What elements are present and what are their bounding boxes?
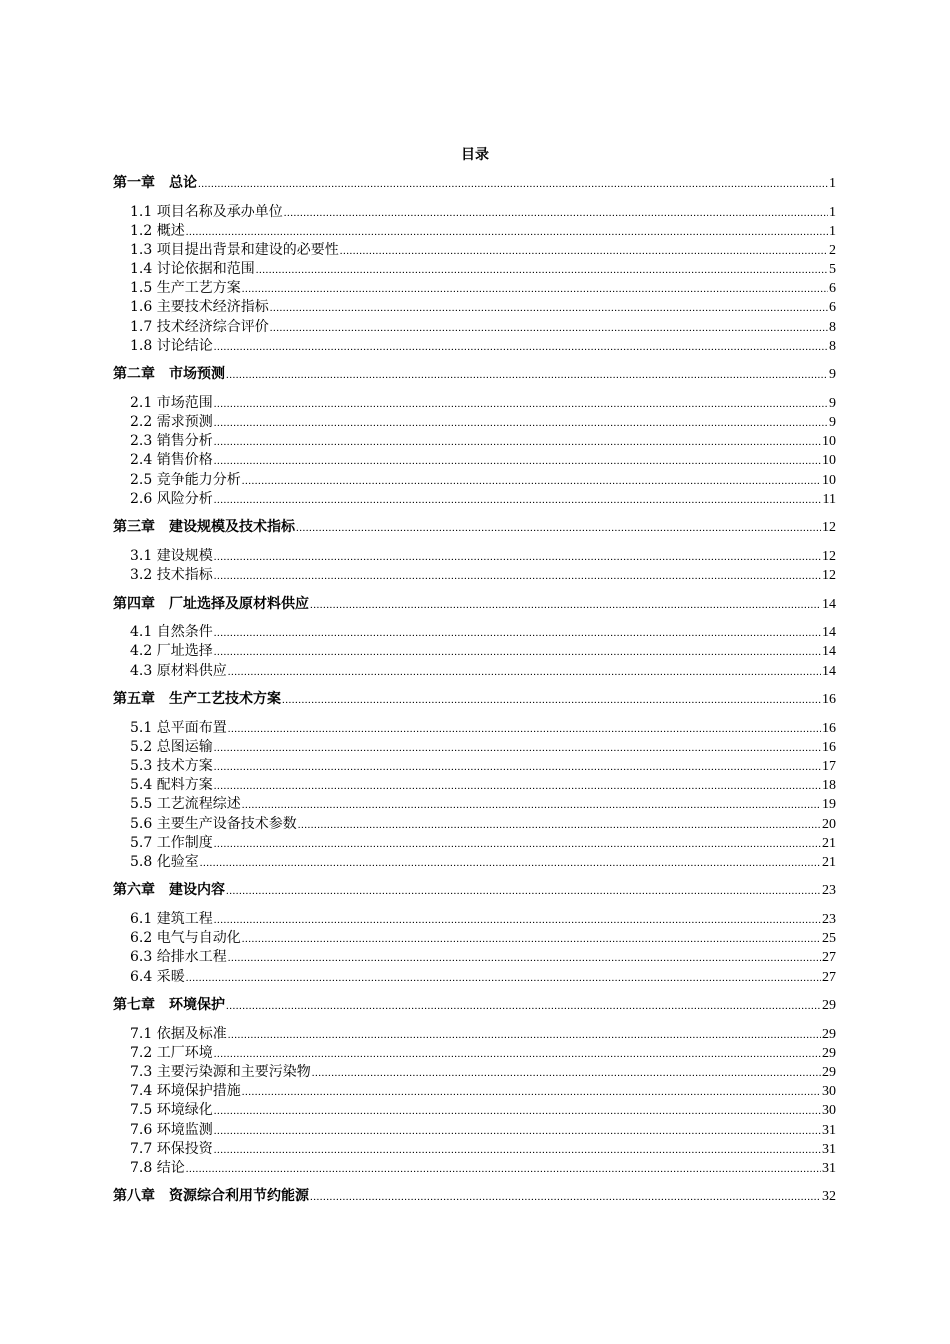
toc-page-number: 29 [822, 1046, 836, 1061]
dot-leader [296, 519, 821, 538]
toc-entry-number: 1.2 [130, 223, 153, 239]
toc-entry-text: 建设规模及技术指标 [169, 519, 295, 535]
toc-entry-text: 需求预测 [156, 414, 213, 430]
toc-page-number: 6 [829, 300, 836, 315]
toc-page-number: 9 [829, 415, 836, 430]
toc-page-number: 14 [822, 625, 836, 640]
toc-entry-title [113, 881, 225, 900]
toc-entry-text: 销售分析 [156, 433, 213, 449]
dot-leader [298, 816, 821, 835]
toc-entry-title [130, 815, 297, 834]
dot-leader [228, 949, 821, 968]
toc-entry-title [130, 853, 199, 872]
dot-leader [186, 969, 821, 988]
dot-leader [214, 548, 821, 567]
toc-entry-number: 7.1 [130, 1026, 153, 1042]
toc-entry-title [113, 174, 197, 193]
toc-entry-number: 7.4 [130, 1083, 153, 1099]
dot-leader [214, 338, 828, 357]
toc-section-entry[interactable] [130, 490, 836, 509]
toc-entry-title [130, 279, 241, 298]
toc-entry-title [130, 1082, 241, 1101]
toc-entry-number: 3.2 [130, 567, 153, 583]
toc-entry-title [130, 490, 213, 509]
toc-entry-title [130, 1063, 311, 1082]
toc-entry-title [130, 432, 213, 451]
toc-entry-number: 第四章 [113, 596, 155, 612]
dot-leader [228, 720, 821, 739]
toc-entry-number: 6.3 [130, 949, 153, 965]
toc-chapter-entry[interactable] [113, 174, 836, 193]
toc-entry-title [130, 1140, 213, 1159]
toc-entry-text: 自然条件 [156, 624, 213, 640]
toc-section-entry[interactable] [130, 337, 836, 356]
toc-entry-text: 总图运输 [156, 739, 213, 755]
toc-page-number: 23 [822, 912, 836, 927]
dot-leader [214, 739, 821, 758]
dot-leader [214, 624, 821, 643]
toc-entry-text: 项目名称及承办单位 [156, 204, 283, 220]
toc-page-number: 30 [822, 1103, 836, 1118]
dot-leader [214, 1045, 821, 1064]
toc-page-number: 29 [822, 998, 836, 1013]
dot-leader [214, 452, 821, 471]
toc-page-number: 5 [829, 262, 836, 277]
toc-chapter-entry[interactable] [113, 365, 836, 384]
toc-entry-number: 2.4 [130, 452, 153, 468]
toc-page-number: 30 [822, 1084, 836, 1099]
toc-entry-text: 生产工艺技术方案 [169, 691, 281, 707]
toc-section-entry[interactable] [130, 757, 836, 776]
toc-entry-text: 结论 [156, 1160, 185, 1176]
toc-section-entry[interactable] [130, 948, 836, 967]
toc-entry-text: 讨论依据和范围 [156, 261, 255, 277]
toc-entry-title [130, 795, 241, 814]
dot-leader [186, 1160, 821, 1179]
toc-entry-title [130, 547, 213, 566]
toc-section-entry[interactable] [130, 566, 836, 585]
dot-leader [214, 395, 828, 414]
toc-entry-text: 主要技术经济指标 [156, 299, 269, 315]
toc-section-entry[interactable] [130, 471, 836, 490]
toc-chapter-entry[interactable] [113, 996, 836, 1015]
dot-leader [200, 854, 821, 873]
toc-entry-number: 7.3 [130, 1064, 153, 1080]
toc-entry-text: 电气与自动化 [156, 930, 241, 946]
toc-page-number: 16 [822, 740, 836, 755]
toc-entry-text: 主要生产设备技术参数 [156, 816, 297, 832]
toc-section-entry[interactable] [130, 279, 836, 298]
toc-section-entry[interactable] [130, 642, 836, 661]
toc-page-number: 29 [822, 1027, 836, 1042]
toc-entry-text: 工艺流程综述 [156, 796, 241, 812]
toc-entry-number: 1.4 [130, 261, 153, 277]
toc-page-number: 12 [822, 520, 836, 535]
toc-entry-number: 5.6 [130, 816, 153, 832]
toc-entry-text: 环境绿化 [156, 1102, 213, 1118]
toc-entry-title [113, 690, 281, 709]
toc-page-number: 9 [829, 367, 836, 382]
toc-entry-title [130, 413, 213, 432]
toc-section-entry[interactable] [130, 662, 836, 681]
dot-leader [226, 997, 821, 1016]
toc-entry-title [130, 738, 213, 757]
dot-leader [256, 261, 828, 280]
toc-section-entry[interactable] [130, 853, 836, 872]
toc-entry-number: 6.4 [130, 969, 153, 985]
toc-entry-title [130, 1121, 213, 1140]
toc-entry-title [130, 318, 269, 337]
toc-page-number: 6 [829, 281, 836, 296]
toc-entry-title [130, 719, 227, 738]
toc-section-entry[interactable] [130, 929, 836, 948]
toc-entry-text: 厂址选择 [156, 643, 213, 659]
toc-entry-number: 5.1 [130, 720, 153, 736]
toc-entry-number: 4.2 [130, 643, 153, 659]
toc-page-number: 16 [822, 721, 836, 736]
dot-leader [214, 491, 822, 510]
toc-entry-text: 概述 [156, 223, 185, 239]
toc-entry-text: 采暖 [156, 969, 185, 985]
toc-entry-number: 1.7 [130, 319, 153, 335]
toc-entry-number: 第六章 [113, 882, 155, 898]
dot-leader [214, 567, 821, 586]
dot-leader [226, 366, 828, 385]
toc-entry-number: 3.1 [130, 548, 153, 564]
toc-entry-number: 1.1 [130, 204, 153, 220]
toc-entry-number: 4.3 [130, 663, 153, 679]
toc-entry-text: 生产工艺方案 [156, 280, 241, 296]
toc-entry-title [113, 1187, 309, 1206]
toc-entry-text: 环境保护 [169, 997, 225, 1013]
toc-page-number: 8 [829, 339, 836, 354]
toc-page-number: 25 [822, 931, 836, 946]
toc-entry-title [130, 948, 227, 967]
toc-entry-text: 市场预测 [169, 366, 225, 382]
toc-section-entry[interactable] [130, 623, 836, 642]
toc-section-entry[interactable] [130, 776, 836, 795]
toc-chapter-entry[interactable] [113, 690, 836, 709]
toc-section-entry[interactable] [130, 719, 836, 738]
toc-entry-text: 项目提出背景和建设的必要性 [156, 242, 339, 258]
toc-entry-title [130, 451, 213, 470]
dot-leader [242, 1083, 821, 1102]
dot-leader [228, 663, 821, 682]
toc-entry-text: 工作制度 [156, 835, 213, 851]
toc-entry-number: 2.3 [130, 433, 153, 449]
toc-entry-number: 第一章 [113, 175, 155, 191]
dot-leader [214, 1122, 821, 1141]
toc-entry-number: 5.2 [130, 739, 153, 755]
toc-section-entry[interactable] [130, 1082, 836, 1101]
dot-leader [214, 777, 821, 796]
toc-entry-text: 总平面布置 [156, 720, 227, 736]
toc-entry-number: 5.5 [130, 796, 153, 812]
toc-page-number: 8 [829, 320, 836, 335]
toc-entry-number: 6.1 [130, 911, 153, 927]
toc-entry-number: 2.6 [130, 491, 153, 507]
toc-section-entry[interactable] [130, 1063, 836, 1082]
toc-page-number: 17 [822, 759, 836, 774]
toc-page-number: 11 [822, 492, 836, 507]
toc-entry-text: 资源综合利用节约能源 [169, 1188, 309, 1204]
toc-entry-text: 环保投资 [156, 1141, 213, 1157]
dot-leader [242, 280, 828, 299]
toc-entry-number: 7.7 [130, 1141, 153, 1157]
toc-entry-text: 总论 [169, 175, 197, 191]
toc-page-number: 18 [822, 778, 836, 793]
toc-entry-number: 4.1 [130, 624, 153, 640]
toc-section-entry[interactable] [130, 1121, 836, 1140]
toc-entry-title [130, 260, 255, 279]
toc-page-number: 9 [829, 396, 836, 411]
toc-section-entry[interactable] [130, 1044, 836, 1063]
dot-leader [214, 414, 828, 433]
toc-entry-number: 5.4 [130, 777, 153, 793]
toc-entry-text: 技术方案 [156, 758, 213, 774]
toc-section-entry[interactable] [130, 1159, 836, 1178]
toc-section-entry[interactable] [130, 222, 836, 241]
toc-page-number: 19 [822, 797, 836, 812]
toc-entry-number: 1.8 [130, 338, 153, 354]
toc-entry-title [130, 929, 241, 948]
toc-section-entry[interactable] [130, 968, 836, 987]
toc-entry-title [130, 222, 185, 241]
toc-page-number: 14 [822, 597, 836, 612]
toc-page-number: 14 [822, 644, 836, 659]
dot-leader [270, 319, 828, 338]
toc-section-entry[interactable] [130, 451, 836, 470]
toc-section-entry[interactable] [130, 815, 836, 834]
toc-entry-title [130, 471, 241, 490]
toc-section-entry[interactable] [130, 834, 836, 853]
toc-entry-number: 7.8 [130, 1160, 153, 1176]
toc-page-number: 31 [822, 1123, 836, 1138]
dot-leader [214, 1102, 821, 1121]
dot-leader [340, 242, 828, 261]
toc-entry-number: 第二章 [113, 366, 155, 382]
toc-title: 目录 [461, 147, 489, 163]
toc-entry-text: 原材料供应 [156, 663, 227, 679]
toc-entry-number: 7.5 [130, 1102, 153, 1118]
toc-entry-title [130, 298, 269, 317]
toc-entry-title [130, 566, 213, 585]
toc-entry-text: 环境保护措施 [156, 1083, 241, 1099]
toc-entry-number: 5.8 [130, 854, 153, 870]
dot-leader [214, 758, 821, 777]
toc-entry-number: 1.6 [130, 299, 153, 315]
toc-entry-title [130, 623, 213, 642]
toc-section-entry[interactable] [130, 547, 836, 566]
dot-leader [226, 882, 821, 901]
toc-entry-text: 环境监测 [156, 1122, 213, 1138]
toc-section-entry[interactable] [130, 910, 836, 929]
toc-entry-text: 配料方案 [156, 777, 213, 793]
toc-entry-title [130, 662, 227, 681]
toc-page-number: 21 [822, 836, 836, 851]
toc-section-entry[interactable] [130, 1101, 836, 1120]
toc-section-entry[interactable] [130, 413, 836, 432]
toc-page-number: 1 [829, 224, 836, 239]
toc-entry-title [130, 757, 213, 776]
toc-entry-title [130, 1044, 213, 1063]
toc-entry-number: 1.5 [130, 280, 153, 296]
toc-section-entry[interactable] [130, 394, 836, 413]
toc-section-entry[interactable] [130, 738, 836, 757]
toc-page-number: 27 [822, 950, 836, 965]
toc-entry-text: 技术指标 [156, 567, 213, 583]
dot-leader [214, 433, 821, 452]
toc-entry-number: 2.1 [130, 395, 153, 411]
toc-entry-text: 市场范围 [156, 395, 213, 411]
toc-page-number: 1 [829, 176, 836, 191]
toc-entry-title [130, 910, 213, 929]
toc-section-entry[interactable] [130, 260, 836, 279]
toc-entry-title [130, 337, 213, 356]
toc-entry-text: 给排水工程 [156, 949, 227, 965]
dot-leader [282, 691, 821, 710]
toc-chapter-entry[interactable] [113, 881, 836, 900]
dot-leader [242, 472, 821, 491]
toc-section-entry[interactable] [130, 432, 836, 451]
toc-entry-number: 第七章 [113, 997, 155, 1013]
toc-page-number: 29 [822, 1065, 836, 1080]
toc-entry-number: 5.7 [130, 835, 153, 851]
toc-entry-number: 第三章 [113, 519, 155, 535]
dot-leader [186, 223, 828, 242]
toc-entry-text: 依据及标准 [156, 1026, 227, 1042]
toc-entry-number: 1.3 [130, 242, 153, 258]
toc-entry-number: 5.3 [130, 758, 153, 774]
toc-entry-text: 建设规模 [156, 548, 213, 564]
dot-leader [214, 1141, 821, 1160]
toc-entry-title [113, 518, 295, 537]
toc-entry-text: 技术经济综合评价 [156, 319, 269, 335]
toc-entry-title [130, 1101, 213, 1120]
toc-page-number: 27 [822, 970, 836, 985]
dot-leader [312, 1064, 821, 1083]
toc-page-number: 32 [822, 1189, 836, 1204]
toc-page-number: 23 [822, 883, 836, 898]
toc-section-entry[interactable] [130, 318, 836, 337]
toc-page-number: 2 [829, 243, 836, 258]
toc-entry-title [130, 1159, 185, 1178]
toc-entry-text: 建筑工程 [156, 911, 213, 927]
dot-leader [310, 596, 821, 615]
toc-page-number: 10 [822, 453, 836, 468]
toc-entry-text: 风险分析 [156, 491, 213, 507]
toc-entry-title [130, 394, 213, 413]
toc-page-number: 12 [822, 568, 836, 583]
dot-leader [214, 643, 821, 662]
toc-entry-number: 第八章 [113, 1188, 155, 1204]
toc-page-number: 31 [822, 1142, 836, 1157]
dot-leader [214, 835, 821, 854]
toc-entry-text: 主要污染源和主要污染物 [156, 1064, 311, 1080]
toc-entry-text: 建设内容 [169, 882, 225, 898]
dot-leader [228, 1026, 821, 1045]
toc-entry-text: 竞争能力分析 [156, 472, 241, 488]
toc-page-number: 1 [829, 205, 836, 220]
toc-entry-title [130, 203, 283, 222]
toc-page-number: 20 [822, 817, 836, 832]
dot-leader [310, 1188, 821, 1207]
toc-entry-number: 2.2 [130, 414, 153, 430]
toc-page-number: 31 [822, 1161, 836, 1176]
toc-section-entry[interactable] [130, 1025, 836, 1044]
toc-entry-title [130, 642, 213, 661]
toc-entry-text: 销售价格 [156, 452, 213, 468]
toc-entry-number: 2.5 [130, 472, 153, 488]
toc-entry-number: 6.2 [130, 930, 153, 946]
toc-page-number: 14 [822, 664, 836, 679]
toc-entry-number: 7.2 [130, 1045, 153, 1061]
dot-leader [270, 299, 828, 318]
toc-entry-number: 第五章 [113, 691, 155, 707]
toc-section-entry[interactable] [130, 203, 836, 222]
toc-entry-text: 厂址选择及原材料供应 [169, 596, 309, 612]
toc-entry-title [113, 365, 225, 384]
toc-page-number: 16 [822, 692, 836, 707]
toc-entry-text: 讨论结论 [156, 338, 213, 354]
toc-entry-title [130, 241, 339, 260]
toc-entry-text: 化验室 [156, 854, 199, 870]
toc-entry-number: 7.6 [130, 1122, 153, 1138]
toc-entry-text: 工厂环境 [156, 1045, 213, 1061]
toc-entry-title [130, 1025, 227, 1044]
dot-leader [242, 930, 821, 949]
dot-leader [214, 911, 821, 930]
toc-page-number: 12 [822, 549, 836, 564]
dot-leader [198, 175, 828, 194]
toc-entry-title [130, 834, 213, 853]
toc-section-entry[interactable] [130, 1140, 836, 1159]
toc-chapter-entry[interactable] [113, 595, 836, 614]
toc-chapter-entry[interactable] [113, 1187, 836, 1206]
dot-leader [242, 796, 821, 815]
toc-entry-title [130, 776, 213, 795]
toc-page-number: 10 [822, 434, 836, 449]
toc-page-number: 21 [822, 855, 836, 870]
toc-section-entry[interactable] [130, 241, 836, 260]
toc-page-number: 10 [822, 473, 836, 488]
toc-entry-title [113, 996, 225, 1015]
toc-entry-title [130, 968, 185, 987]
toc-chapter-entry[interactable] [113, 518, 836, 537]
toc-entry-title [113, 595, 309, 614]
toc-section-entry[interactable] [130, 795, 836, 814]
dot-leader [284, 204, 828, 223]
toc-section-entry[interactable] [130, 298, 836, 317]
